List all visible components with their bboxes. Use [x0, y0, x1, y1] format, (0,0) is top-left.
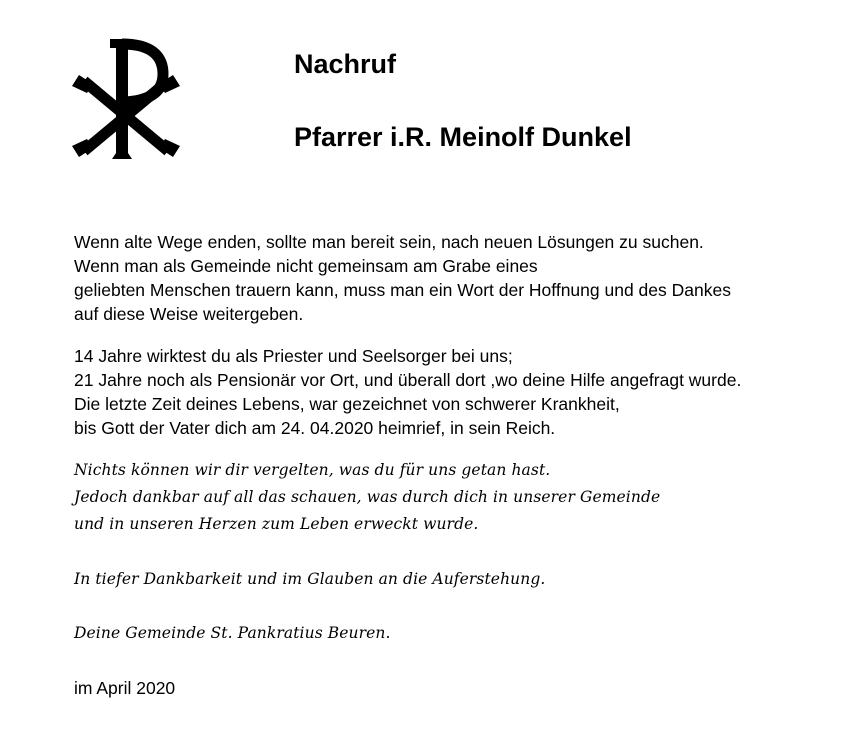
deceased-name: Pfarrer i.R. Meinolf Dunkel: [294, 122, 632, 152]
signature-line: Deine Gemeinde St. Pankratius Beuren.: [74, 624, 391, 642]
text-line: Wenn alte Wege enden, sollte man bereit sein, nach neuen Lösungen zu suchen.: [74, 232, 704, 252]
script-line: Jedoch dankbar auf all das schauen, was durch dich in unserer Gemeinde: [74, 488, 661, 506]
text-line: geliebten Menschen trauern kann, muss man ein Wort der Hoffnung und des Dankes: [74, 280, 731, 300]
text-line: Wenn man als Gemeinde nicht gemeinsam am Grabe eines: [74, 256, 538, 276]
page-title: Nachruf: [294, 49, 397, 79]
faith-line: In tiefer Dankbarkeit und im Glauben an die Auferstehung.: [74, 570, 546, 588]
text-line: 21 Jahre noch als Pensionär vor Ort, und überall dort ,wo deine Hilfe angefragt wurde.: [74, 370, 742, 390]
script-line: Nichts können wir dir vergelten, was du für uns getan hast.: [74, 461, 551, 479]
gratitude-paragraph: [74, 457, 660, 538]
date-line: im April 2020: [74, 678, 176, 698]
text-line: 14 Jahre wirktest du als Priester und Seelsorger bei uns;: [74, 346, 513, 366]
intro-paragraph: [74, 230, 731, 326]
text-line: auf diese Weise weitergeben.: [74, 304, 304, 324]
chi-rho-icon: [66, 34, 186, 174]
life-paragraph: [74, 344, 741, 440]
text-line: Die letzte Zeit deines Lebens, war gezeichnet von schwerer Krankheit,: [74, 394, 620, 414]
script-line: und in unseren Herzen zum Leben erweckt wurde.: [74, 515, 479, 533]
text-line: bis Gott der Vater dich am 24. 04.2020 heimrief, in sein Reich.: [74, 418, 556, 438]
